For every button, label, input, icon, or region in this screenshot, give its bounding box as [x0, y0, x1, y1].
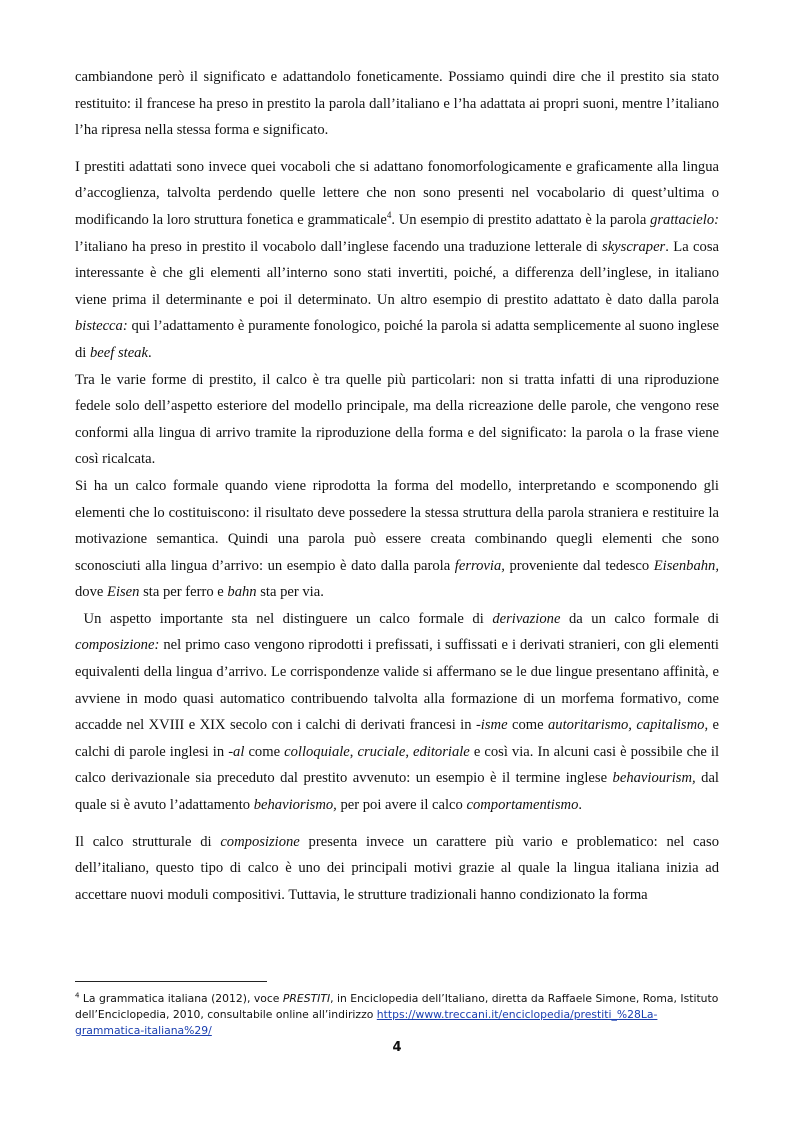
page-number: 4: [392, 1040, 402, 1055]
text-run: e così via. In alcuni casi è possibile che il calco derivazionale sia preceduto dal prestito avvenuto: un esempio è il termine inglese: [75, 743, 719, 787]
italic-term: grattacielo:: [650, 211, 719, 228]
text-run: . La cosa interessante è che gli elementi all’interno sono stati invertiti, poiché, a differenza dell’inglese, in italiano viene prima il determinante e poi il determinato. Un altro esempio di prestito adattato è dato dalla parola: [75, 238, 719, 308]
text-run: dove: [75, 584, 108, 601]
text-run: . Un esempio di prestito adattato è la parola: [391, 211, 651, 228]
text-run: come: [244, 743, 285, 760]
text-run: sta per via.: [256, 584, 324, 601]
paragraph: [75, 829, 719, 909]
italic-term: composizione:: [75, 637, 160, 654]
footnote-ref[interactable]: 4: [386, 210, 392, 221]
text-run: presenta invece un carattere più vario e problematico: nel caso dell’italiano, questo tipo di calco è uno dei principali motivi grazie al quale la lingua italiana inizia ad accettare nuovi moduli compositivi. Tuttavia, le strutture tradizionali hanno condizionato la forma: [75, 833, 719, 903]
text-run: , e calchi di parole inglesi in: [75, 717, 719, 760]
paragraph: [75, 473, 719, 606]
italic-term: -isme: [475, 717, 508, 734]
paragraph: [75, 367, 719, 473]
italic-term: cruciale: [357, 743, 406, 760]
text-run: La grammatica italiana (2012), voce: [79, 992, 283, 1005]
paragraph: [75, 154, 719, 367]
text-run: sta per ferro e: [139, 584, 228, 601]
italic-term: Eisen: [107, 584, 140, 601]
footnote-link[interactable]: https://www.treccani.it/enciclopedia/prestiti_%28La-grammatica-italiana%29/: [75, 1008, 658, 1037]
text-run: nel primo caso vengono riprodotti i prefissati, i suffissati e i derivati stranieri, con gli elementi equivalenti della lingua d’arrivo. Le corrispondenze valide si affermano se le due lingue presentano affinità, e avviene in modo quasi automatico contribuendo talvolta alla formazione di un morfema formativo, come accadde nel XVIII e XIX secolo con i calchi di derivati francesi in: [75, 637, 719, 734]
text-run: Tra le varie forme di prestito, il calco è tra quelle più particolari: non si tratta infatti di una riproduzione fedele solo dell’aspetto esteriore del modello principale, ma della ricreazione delle parole, che vengono rese conformi alla lingua di arrivo tramite la riproduzione della forma e del significato: la parola o la frase viene così ricalcata.: [75, 371, 719, 468]
text-run: per poi avere il calco: [336, 797, 467, 814]
italic-term: bistecca:: [75, 318, 128, 335]
text-run: cambiandone però il significato e adattandolo foneticamente. Possiamo quindi dire che il prestito sia stato restituito: il francese ha preso in prestito la parola dall’italiano e l’ha adattata ai propri suoni, mentre l’italiano l’ha ripresa nella stessa forma e significato.: [75, 69, 719, 139]
text-run: ,: [405, 743, 414, 760]
text-run: Un aspetto importante sta nel distinguere un calco formale di: [83, 610, 493, 627]
paragraph: [75, 64, 719, 144]
italic-term: editoriale: [413, 743, 470, 760]
italic-term: ferrovia,: [454, 557, 505, 574]
text-run: proveniente dal tedesco: [504, 557, 654, 574]
footnote: [75, 991, 719, 1039]
italic-term: colloquiale: [284, 743, 350, 760]
italic-term: comportamentismo: [466, 797, 579, 814]
text-run: I prestiti adattati sono invece quei vocaboli che si adattano fonomorfologicamente e graficamente alla lingua d’accoglienza, talvolta perdendo quelle lettere che non sono presenti nel vocabolario di quest’ultima o modificando la loro struttura fonetica e grammaticale: [75, 158, 719, 228]
italic-term: skyscraper: [602, 238, 666, 255]
footnote-separator: [75, 981, 267, 982]
italic-term: Eisenbahn,: [653, 557, 719, 574]
text-run: dal quale si è avuto l’adattamento: [75, 770, 719, 814]
text-run: .: [147, 344, 152, 361]
paragraph: [75, 606, 719, 819]
text-run: da un calco formale di: [560, 610, 719, 627]
footnote-number: 4: [75, 991, 80, 1000]
text-run: Il calco strutturale di: [75, 833, 221, 850]
text-run: Si ha un calco formale quando viene riprodotta la forma del modello, interpretando e scomponendo gli elementi che lo costituiscono: il risultato deve possedere la stessa struttura della parola straniera e restituire la motivazione semantica. Quindi una parola può essere creata combinando quegli elementi che sono sconosciuti alla lingua d’arrivo: un esempio è dato dalla parola: [75, 477, 719, 574]
italic-term: derivazione: [492, 610, 561, 627]
italic-term: behaviourism,: [612, 770, 696, 787]
text-run: qui l’adattamento è puramente fonologico, poiché la parola si adatta semplicemente al suono inglese di: [75, 318, 719, 361]
footnote-text: [75, 992, 718, 1037]
italic-term: autoritarismo, capitalismo: [548, 717, 705, 734]
italic-term: bahn: [227, 584, 257, 601]
italic-term: -al: [228, 743, 245, 760]
italic-term: beef steak: [90, 344, 148, 361]
text-run: , in Enciclopedia dell’Italiano, diretta da Raffaele Simone, Roma, Istituto dell’Enciclopedia, 2010, consultabile online all’indirizzo: [75, 992, 719, 1021]
text-run: ,: [349, 743, 358, 760]
text-run: come: [507, 717, 548, 734]
text-run: .: [578, 797, 583, 814]
italic-term: composizione: [220, 833, 300, 850]
text-run: l’italiano ha preso in prestito il vocabolo dall’inglese facendo una traduzione letterale di: [75, 238, 603, 255]
italic-term: PRESTITI: [282, 992, 331, 1005]
body-text: [75, 64, 719, 908]
italic-term: behaviorismo,: [253, 797, 337, 814]
